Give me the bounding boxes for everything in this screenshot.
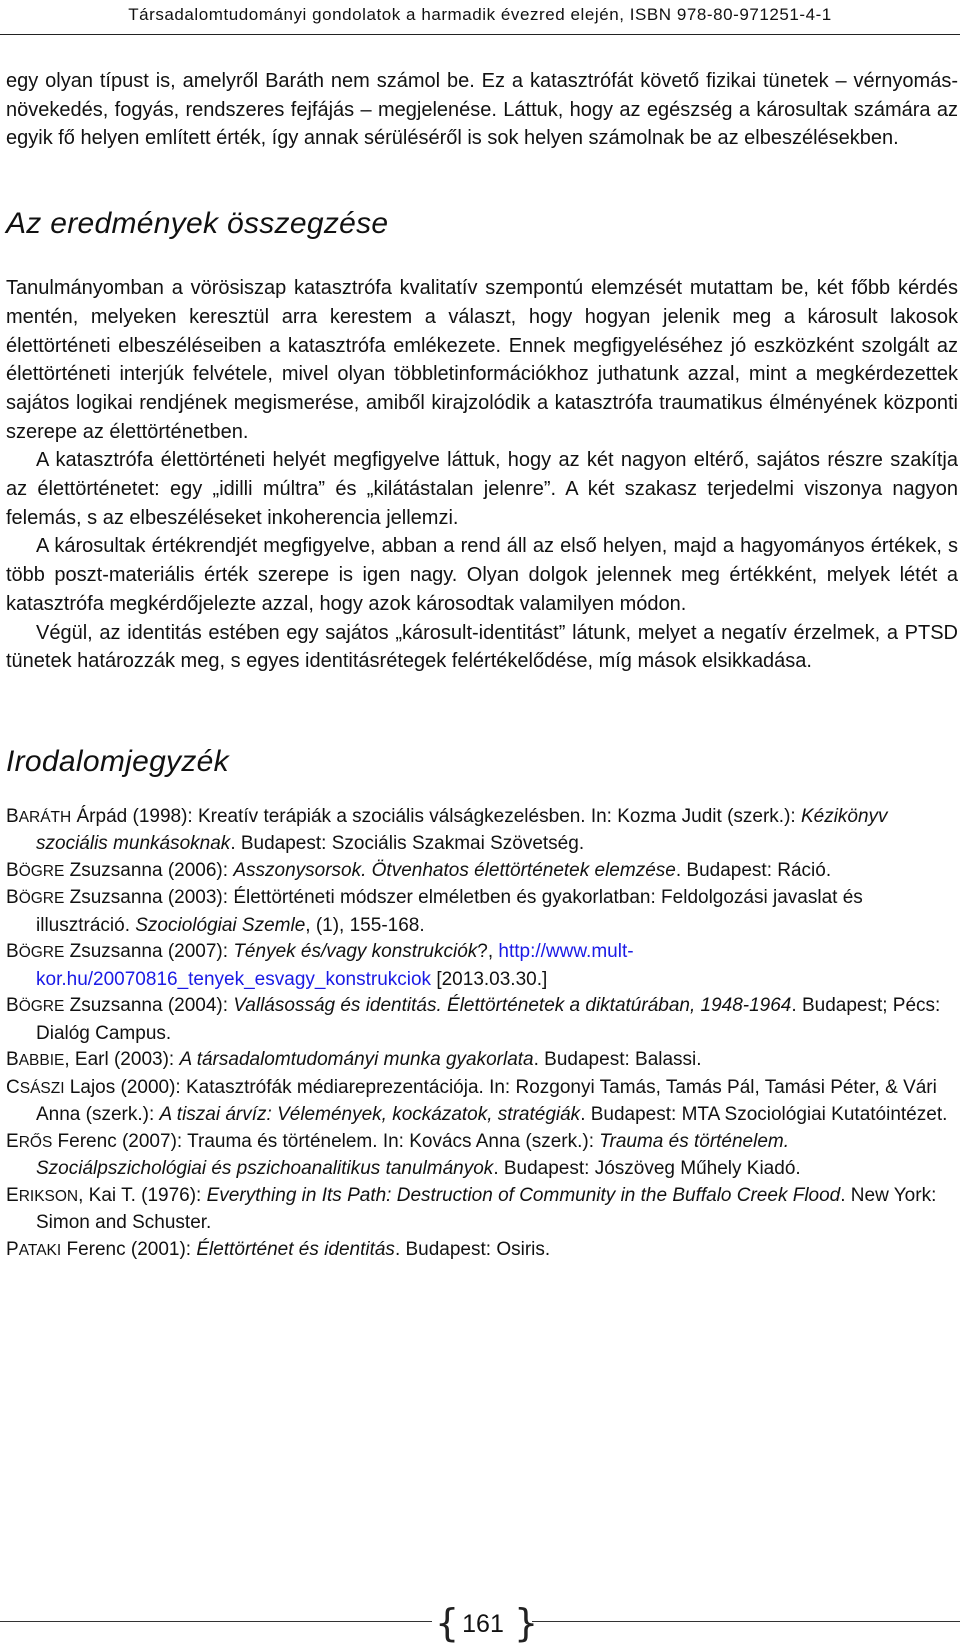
reference-item: PATAKI Ferenc (2001): Élettörténet és identitás. Budapest: Osiris. — [6, 1238, 551, 1260]
reference-item: BARÁTH Árpád (1998): Kreatív terápiák a szociális válságkezelésben. In: Kozma Judit (szerk.): Kézikönyv szociális munkásoknak. Budapest: Szociális Szakmai Szövetség. — [6, 805, 888, 855]
intro-paragraph: egy olyan típust is, amelyről Baráth nem számol be. Ez a katasztrófát követő fizikai tünetek – vérnyomás-növekedés, fogyás, rendszeres fejfájás – megjelenése. Láttuk, hogy az egészség a károsultak számára az egyik fő helyen említett érték, így annak sérüléséről is sok helyen számolnak be az elbeszélésekben. — [6, 70, 958, 150]
summary-paragraph-4: Végül, az identitás estében egy sajátos „károsult-identitást” látunk, melyet a negatív érzelmek, a PTSD tünetek határozzák meg, s egyes identitásrétegek felértékelődése, míg mások elsikkadása. — [6, 621, 958, 673]
reference-list — [6, 804, 958, 1265]
reference-link[interactable]: http://www.mult-kor.hu/20070816_tenyek_esvagy_konstrukciok — [36, 941, 634, 990]
summary-paragraph-3: A károsultak értékrendjét megfigyelve, abban a rend áll az első helyen, majd a hagyományos értékek, s több poszt-materiális érték szerepe is igen nagy. Olyan dolgok jelennek meg értékként, melyek létét a katasztrófa megkérdőjelezte azzal, hogy azok károsodtak valamilyen módon. — [6, 535, 958, 615]
section-heading-summary: Az eredmények összegzése — [6, 207, 389, 241]
right-brace-ornament: } — [514, 1601, 539, 1645]
footer-rule-right — [532, 1621, 960, 1622]
reference-item: CSÁSZI Lajos (2000): Katasztrófák médiareprezentációja. In: Rozgonyi Tamás, Tamás Pál, Tamási Péter, & Vári Anna (szerk.): A tiszai árvíz: Vélemények, kockázatok, stratégiák. Budapest: MTA Szociológiai Kutatóintézet. — [6, 1076, 948, 1126]
header-rule — [0, 34, 960, 35]
page-number: 161 — [462, 1610, 504, 1638]
page-footer — [0, 1600, 960, 1646]
left-brace-ornament: { — [435, 1601, 460, 1645]
reference-item: BÖGRE Zsuzsanna (2006): Asszonysorsok. Ötvenhatos élettörténetek elemzése. Budapest: Ráció. — [6, 859, 832, 881]
summary-paragraph-1: Tanulmányomban a vörösiszap katasztrófa kvalitatív szempontú elemzését mutattam be, két főbb kérdés mentén, melyeken keresztül arra kerestem a választ, hogy hogyan jelenik meg a károsult lakosok élettörténeti elbeszéléseiben a katasztrófa emlékezete. Ennek megfigyeléséhez jó eszközként szolgált az élettörténeti interjúk felvétele, mivel olyan többletinformációkhoz juthatunk azzal, mint a megkérdezettek sajátos logikai rendjének megismerése, amiből kirajzolódik a katasztrófa traumatikus élményének központi szerepe az élettörténetben. — [6, 277, 958, 443]
section-heading-bibliography: Irodalomjegyzék — [6, 744, 229, 778]
reference-item: ERIKSON, Kai T. (1976): Everything in Its Path: Destruction of Community in the Buffalo Creek Flood. New York: Simon and Schuster. — [6, 1184, 937, 1234]
reference-item: BÖGRE Zsuzsanna (2004): Vallásosság és identitás. Élettörténetek a diktatúrában, 1948-1964. Budapest; Pécs: Dialóg Campus. — [6, 995, 941, 1044]
reference-item: BÖGRE Zsuzsanna (2007): Tények és/vagy konstrukciók?, http://www.mult-kor.hu/20070816_tenyek_esvagy_konstrukciok [2013.03.30.] — [6, 941, 634, 990]
footer-rule-left — [0, 1621, 432, 1622]
reference-item: ERŐS Ferenc (2007): Trauma és történelem. In: Kovács Anna (szerk.): Trauma és történelem. Szociálpszichológiai és pszichoanalitikus tanulmányok. Budapest: Jószöveg Műhely Kiadó. — [6, 1130, 801, 1180]
reference-item: BÖGRE Zsuzsanna (2003): Élettörténeti módszer elméletben és gyakorlatban: Feldolgozási javaslat és illusztráció. Szociológiai Szemle, (1), 155-168. — [6, 887, 863, 936]
running-header: Társadalomtudományi gondolatok a harmadik évezred elején, ISBN 978-80-971251-4-1 — [128, 5, 832, 24]
reference-item: BABBIE, Earl (2003): A társadalomtudományi munka gyakorlata. Budapest: Balassi. — [6, 1049, 702, 1071]
page-content — [6, 67, 958, 1264]
summary-paragraph-2: A katasztrófa élettörténeti helyét megfigyelve láttuk, hogy az két nagyon eltérő, sajátos részre szakítja az élettörténetet: egy „idilli múltra” és „kilátástalan jelenre”. A két szakasz terjedelmi viszonya nagyon felemás, s az elbeszéléseket inkoherencia jellemzi. — [6, 449, 958, 529]
